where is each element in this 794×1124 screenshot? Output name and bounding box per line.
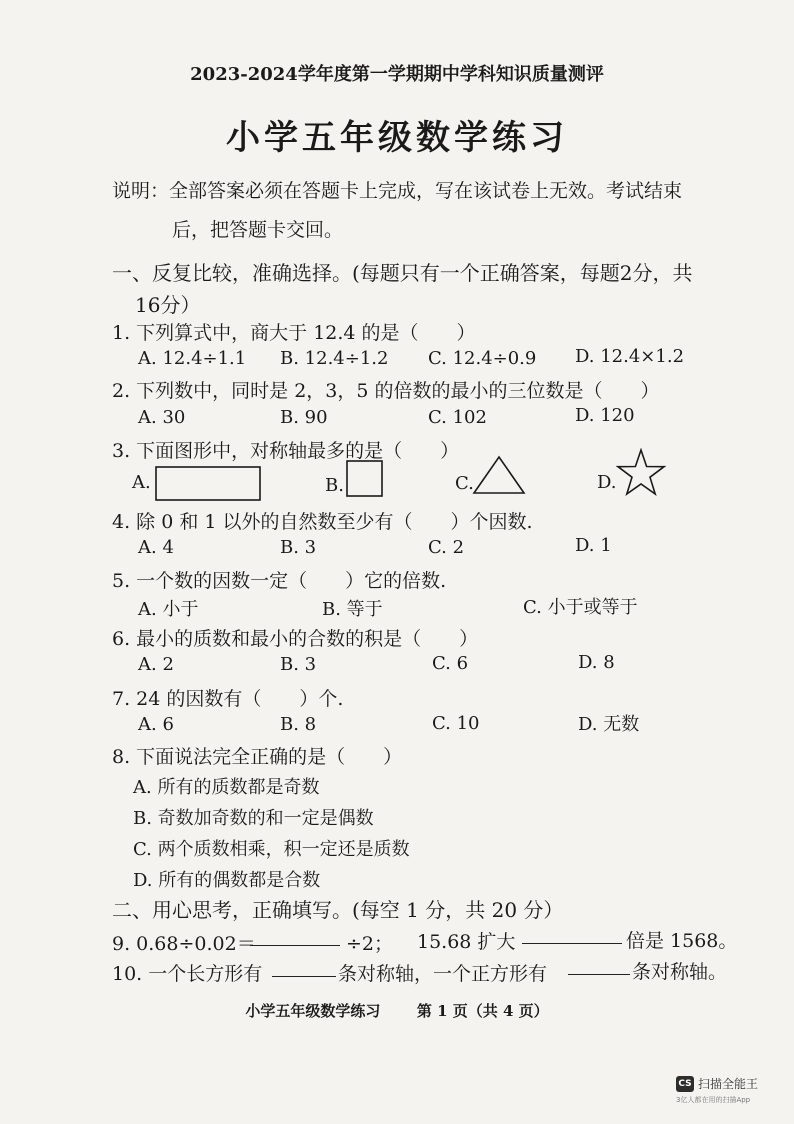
q8-option-c: C. 两个质数相乘，积一定还是质数	[133, 839, 410, 860]
q4-option-c: C. 2	[428, 537, 465, 558]
rectangle-figure	[155, 466, 261, 502]
scanner-tagline: 3亿人都在用的扫描App	[676, 1096, 751, 1104]
footer-title: 小学五年级数学练习	[245, 1002, 381, 1020]
q2-option-d: D. 120	[575, 405, 635, 426]
q1-option-d: D. 12.4×1.2	[575, 346, 685, 367]
scanner-logo: CS	[676, 1076, 694, 1092]
q2-stem: 2. 下列数中，同时是 2，3，5 的倍数的最小的三位数是（ ）	[112, 380, 660, 402]
q10-part-3: 条对称轴。	[632, 961, 728, 983]
exam-header: 2023-2024学年度第一学期期中学科知识质量测评	[190, 64, 604, 85]
q1-option-c: C. 12.4÷0.9	[428, 348, 537, 369]
q9-part-2: ÷2；	[346, 933, 394, 955]
q7-option-d: D. 无数	[578, 714, 640, 735]
q7-option-b: B. 8	[280, 714, 317, 735]
q2-option-a: A. 30	[138, 407, 186, 428]
q5-option-b: B. 等于	[322, 599, 383, 620]
page-title: 小学五年级数学练习	[226, 118, 568, 158]
q1-option-b: B. 12.4÷1.2	[280, 348, 389, 369]
page-footer	[0, 1000, 794, 1021]
q3-stem: 3. 下面图形中，对称轴最多的是（ ）	[112, 440, 460, 462]
q5-option-c: C. 小于或等于	[523, 597, 638, 618]
q1-stem: 1. 下列算式中，商大于 12.4 的是（ ）	[112, 322, 476, 344]
q9-part-3: 15.68 扩大	[417, 931, 516, 953]
q9-part-1: 9. 0.68÷0.02＝	[112, 933, 256, 955]
q6-option-a: A. 2	[138, 654, 174, 675]
q7-stem: 7. 24 的因数有（ ）个.	[112, 688, 344, 710]
instructions-line-2: 后，把答题卡交回。	[172, 219, 344, 241]
q6-option-b: B. 3	[280, 654, 317, 675]
q4-option-d: D. 1	[575, 535, 612, 556]
q7-option-a: A. 6	[138, 714, 174, 735]
q3-option-a: A.	[132, 472, 151, 493]
q2-option-c: C. 102	[428, 407, 487, 428]
q8-stem: 8. 下面说法完全正确的是（ ）	[112, 746, 403, 768]
section2-heading: 二、用心思考，正确填写。(每空 1 分，共 20 分）	[112, 898, 564, 922]
q3-option-b: B.	[325, 475, 344, 496]
section1-heading-line-2: 16分）	[135, 293, 201, 317]
q8-option-a: A. 所有的质数都是奇数	[133, 777, 320, 798]
scanner-name: 扫描全能王	[698, 1077, 759, 1091]
q10-part-1: 10. 一个长方形有	[112, 963, 263, 985]
q3-option-c: C.	[455, 473, 474, 494]
q9-part-4: 倍是 1568。	[626, 930, 738, 952]
square-figure	[346, 460, 384, 498]
instructions-line-1: 说明：全部答案必须在答题卡上完成，写在该试卷上无效。考试结束	[112, 180, 683, 202]
q1-option-a: A. 12.4÷1.1	[138, 348, 247, 369]
q4-option-a: A. 4	[138, 537, 174, 558]
q3-option-d: D.	[597, 472, 617, 493]
q5-option-a: A. 小于	[138, 599, 199, 620]
q6-option-c: C. 6	[432, 653, 469, 674]
q9-blank-2	[522, 925, 622, 944]
q10-blank-1	[272, 958, 336, 977]
footer-page-number: 第 1 页（共 4 页）	[416, 1002, 549, 1020]
q2-option-b: B. 90	[280, 407, 328, 428]
triangle-figure	[472, 455, 526, 495]
q4-option-b: B. 3	[280, 537, 317, 558]
q7-option-c: C. 10	[432, 713, 480, 734]
star-figure	[616, 448, 666, 498]
q4-stem: 4. 除 0 和 1 以外的自然数至少有（ ）个因数.	[112, 511, 533, 533]
q5-stem: 5. 一个数的因数一定（ ）它的倍数.	[112, 570, 447, 592]
q9-blank-1	[250, 927, 340, 946]
q8-option-b: B. 奇数加奇数的和一定是偶数	[133, 808, 374, 829]
q6-stem: 6. 最小的质数和最小的合数的积是（ ）	[112, 628, 479, 650]
section1-heading-line-1: 一、反复比较，准确选择。(每题只有一个正确答案，每题2分，共	[112, 261, 693, 285]
q8-option-d: D. 所有的偶数都是合数	[133, 870, 321, 891]
q10-part-2: 条对称轴，一个正方形有	[338, 963, 548, 985]
q10-blank-2	[568, 956, 630, 975]
q6-option-d: D. 8	[578, 652, 615, 673]
